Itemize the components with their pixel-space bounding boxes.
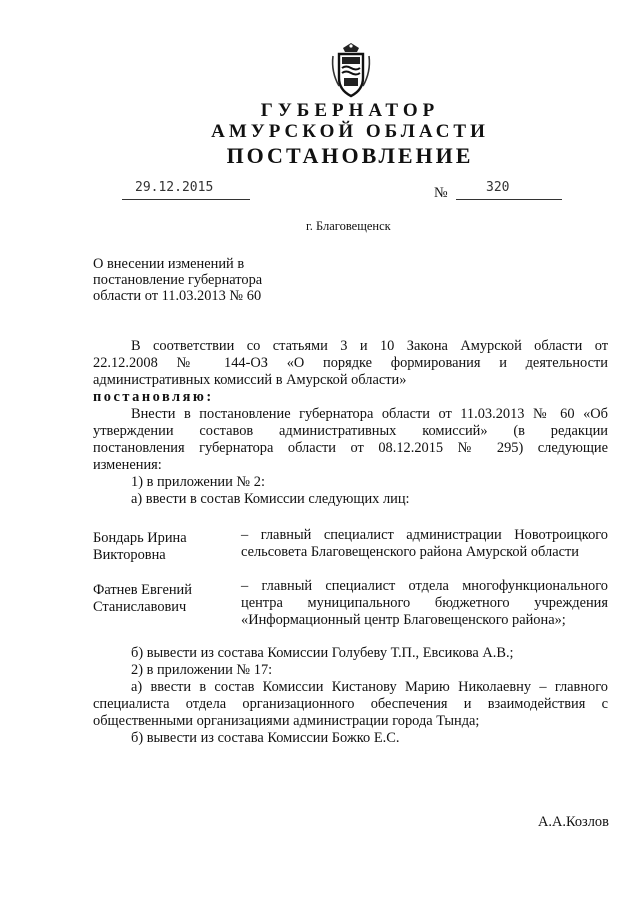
person-patronymic: Станиславович bbox=[93, 599, 187, 615]
body-line: постановления губернатора области от 08.12.2015 № 295) следующие bbox=[93, 440, 608, 456]
subject-line: О внесении изменений в bbox=[93, 256, 245, 272]
person-description: – главный специалист отдела многофункционального bbox=[241, 578, 608, 594]
signatory-name: А.А.Козлов bbox=[538, 814, 609, 830]
person-description: центра муниципального бюджетного учреждения bbox=[241, 595, 608, 611]
preamble-line: 22.12.2008 № 144-ОЗ «О порядке формирования и деятельности bbox=[93, 355, 608, 371]
preamble-line: В соответствии со статьями 3 и 10 Закона Амурской области от bbox=[131, 338, 608, 354]
person-patronymic: Викторовна bbox=[93, 547, 166, 563]
preamble-line: административных комиссий в Амурской области» bbox=[93, 372, 407, 388]
region-heading: АМУРСКОЙ ОБЛАСТИ bbox=[211, 121, 489, 142]
subject-line: постановление губернатора bbox=[93, 272, 263, 288]
body-line: Внести в постановление губернатора области от 11.03.2013 № 60 «Об bbox=[131, 406, 608, 422]
list-item: специалиста отдела организационного обеспечения и взаимодействия с bbox=[93, 696, 608, 712]
person-name: Бондарь Ирина bbox=[93, 530, 187, 546]
subject-line: области от 11.03.2013 № 60 bbox=[93, 288, 262, 304]
governor-heading: ГУБЕРНАТОР bbox=[260, 100, 440, 121]
list-item: а) ввести в состав Комиссии Кистанову Марию Николаевну – главного bbox=[131, 679, 608, 695]
number-sign: № bbox=[434, 185, 448, 201]
person-description: – главный специалист администрации Новотроицкого bbox=[241, 527, 608, 543]
city-label: г. Благовещенск bbox=[306, 219, 391, 233]
number-underline bbox=[456, 199, 562, 200]
list-item: б) вывести из состава Комиссии Божко Е.С. bbox=[131, 730, 400, 746]
document-number: 320 bbox=[486, 180, 510, 195]
list-item: а) ввести в состав Комиссии следующих лиц: bbox=[131, 491, 410, 507]
person-name: Фатнев Евгений bbox=[93, 582, 192, 598]
resolve-word: постановляю: bbox=[93, 389, 214, 405]
list-item: 1) в приложении № 2: bbox=[131, 474, 265, 490]
person-description: сельсовета Благовещенского района Амурской области bbox=[241, 544, 579, 560]
date-underline bbox=[122, 199, 250, 200]
list-item: общественными организациями администрации города Тында; bbox=[93, 713, 480, 729]
document-date: 29.12.2015 bbox=[135, 180, 214, 195]
list-item: б) вывести из состава Комиссии Голубеву Т.П., Евсикова А.В.; bbox=[131, 645, 514, 661]
list-item: 2) в приложении № 17: bbox=[131, 662, 273, 678]
document-type-title: ПОСТАНОВЛЕНИЕ bbox=[226, 143, 474, 168]
body-line: утверждении составов административных комиссий» (в редакции bbox=[93, 423, 608, 439]
body-line: изменения: bbox=[93, 457, 162, 473]
person-description: «Информационный центр Благовещенского района»; bbox=[241, 612, 566, 628]
amur-region-coat-of-arms-icon bbox=[329, 42, 373, 98]
